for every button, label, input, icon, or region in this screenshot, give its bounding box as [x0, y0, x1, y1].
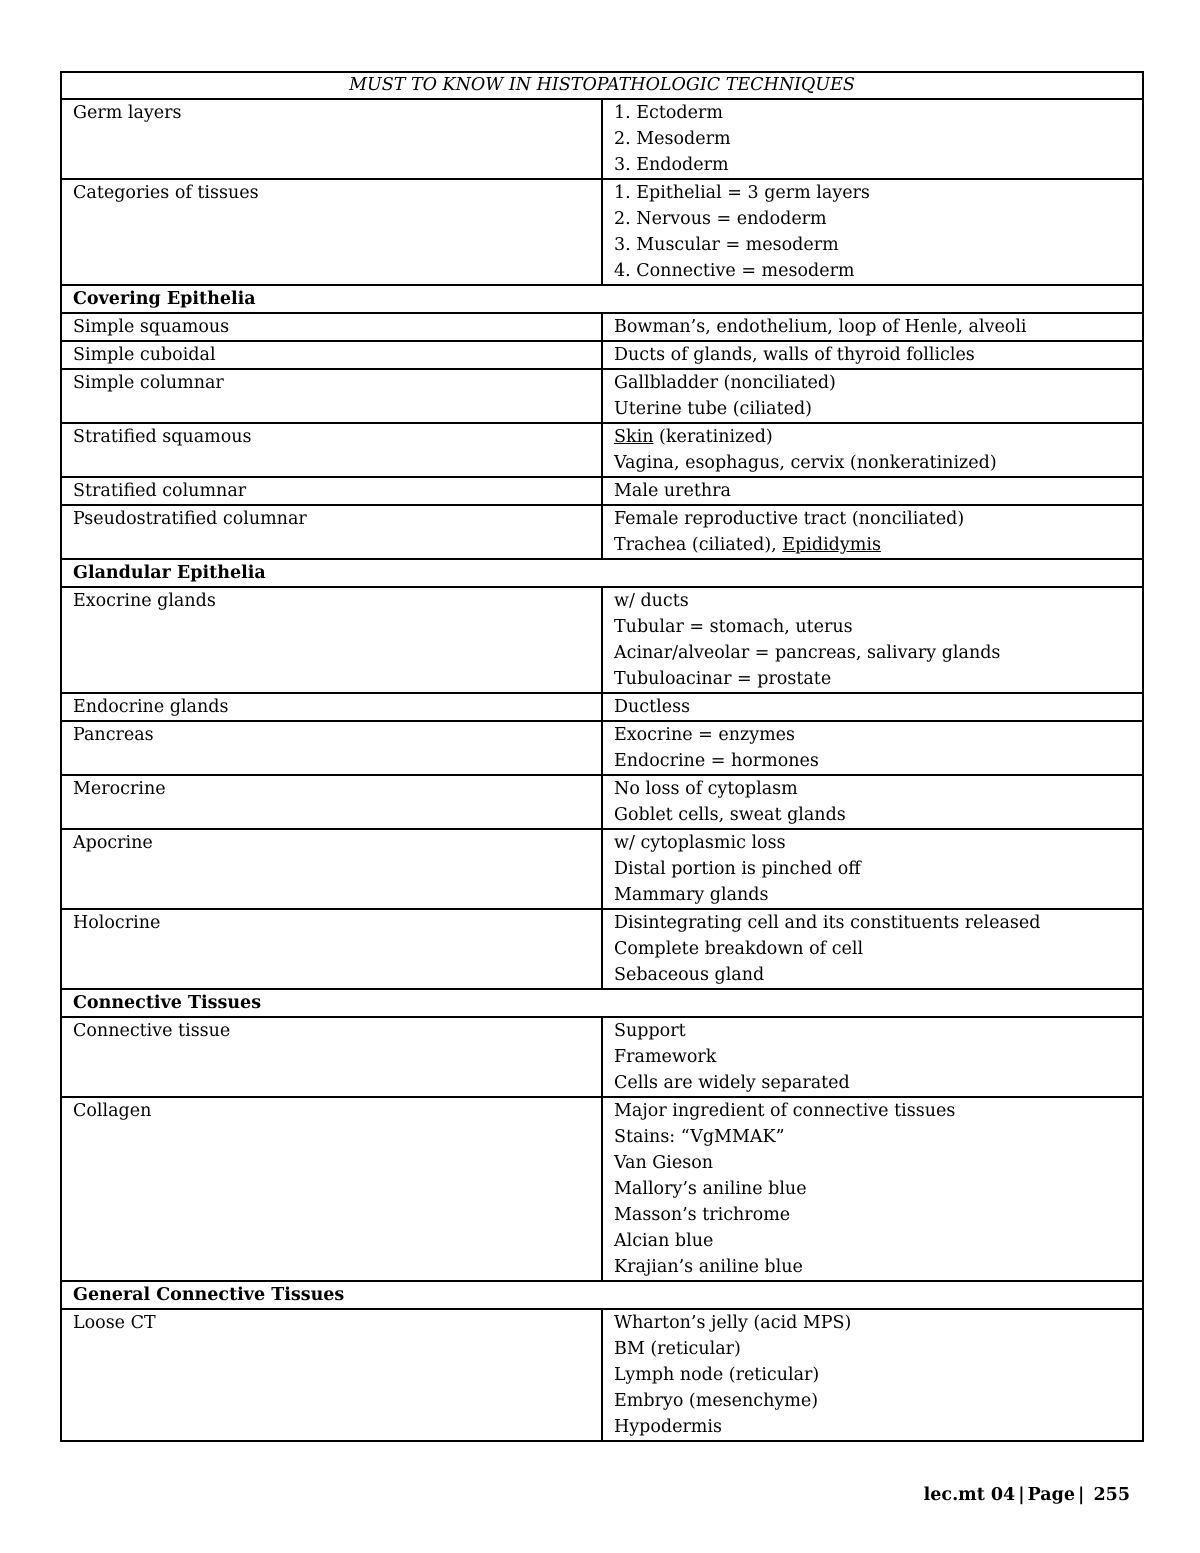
- value-line: Vagina, esophagus, cervix (nonkeratinized): [614, 453, 997, 473]
- value-line: 3. Muscular = mesoderm: [614, 235, 839, 255]
- row-label: Apocrine: [61, 829, 602, 909]
- row-values: [602, 775, 1143, 829]
- value-line: 2. Mesoderm: [614, 129, 731, 149]
- table-row: [61, 505, 1143, 559]
- value-line: Krajian’s aniline blue: [614, 1257, 803, 1277]
- table-row: [61, 423, 1143, 477]
- value-line: Mallory’s aniline blue: [614, 1179, 807, 1199]
- row-values: [602, 1097, 1143, 1281]
- table-title: MUST TO KNOW IN HISTOPATHOLOGIC TECHNIQUES: [61, 72, 1143, 99]
- footer-separator: |: [1018, 1485, 1025, 1505]
- value-line: Bowman’s, endothelium, loop of Henle, alveoli: [614, 317, 1027, 337]
- value-line: Support: [614, 1021, 686, 1041]
- value-line: Exocrine = enzymes: [614, 725, 796, 745]
- value-line: 1. Ectoderm: [614, 103, 723, 123]
- section-heading: Covering Epithelia: [61, 285, 1143, 313]
- value-line: Cells are widely separated: [614, 1073, 850, 1093]
- value-line: Disintegrating cell and its constituents released: [614, 913, 1041, 933]
- value-line: Ducts of glands, walls of thyroid follicles: [614, 345, 975, 365]
- row-values: [602, 477, 1143, 505]
- value-line: Embryo (mesenchyme): [614, 1391, 819, 1411]
- value-line: Lymph node (reticular): [614, 1365, 820, 1385]
- table-row: [61, 369, 1143, 423]
- value-line: Goblet cells, sweat glands: [614, 805, 846, 825]
- row-label: Simple cuboidal: [61, 341, 602, 369]
- table-row: [61, 1017, 1143, 1097]
- row-values: [602, 505, 1143, 559]
- value-line: Acinar/alveolar = pancreas, salivary glands: [614, 643, 1001, 663]
- row-values: [602, 369, 1143, 423]
- footer-separator: |: [1078, 1485, 1085, 1505]
- row-label: Stratified columnar: [61, 477, 602, 505]
- table-row: [61, 829, 1143, 909]
- row-label: Germ layers: [61, 99, 602, 179]
- row-label: Pancreas: [61, 721, 602, 775]
- row-label: Holocrine: [61, 909, 602, 989]
- row-label: Connective tissue: [61, 1017, 602, 1097]
- table-row: [61, 909, 1143, 989]
- row-values: [602, 829, 1143, 909]
- value-line: Hypodermis: [614, 1417, 722, 1437]
- value-line: Van Gieson: [614, 1153, 714, 1173]
- table-row: [61, 587, 1143, 693]
- row-label: Merocrine: [61, 775, 602, 829]
- value-text: (keratinized): [653, 427, 773, 447]
- value-line: Endocrine = hormones: [614, 751, 819, 771]
- value-line: Female reproductive tract (nonciliated): [614, 509, 965, 529]
- value-line: Alcian blue: [614, 1231, 714, 1251]
- value-line: Uterine tube (ciliated): [614, 399, 812, 419]
- table-row: [61, 341, 1143, 369]
- row-values: [602, 423, 1143, 477]
- course-code: lec.mt 04: [923, 1485, 1016, 1505]
- value-line: Masson’s trichrome: [614, 1205, 791, 1225]
- table-row: [61, 313, 1143, 341]
- page-footer: [924, 1485, 1130, 1505]
- row-values: [602, 179, 1143, 285]
- title-row: [61, 72, 1143, 99]
- row-values: [602, 1309, 1143, 1441]
- value-line: Framework: [614, 1047, 717, 1067]
- value-line: Tubular = stomach, uterus: [614, 617, 853, 637]
- section-row: [61, 559, 1143, 587]
- value-line: Tubuloacinar = prostate: [614, 669, 832, 689]
- value-line: Ductless: [614, 697, 691, 717]
- value-line: Male urethra: [614, 481, 731, 501]
- row-label: Exocrine glands: [61, 587, 602, 693]
- row-values: [602, 313, 1143, 341]
- table-row: [61, 693, 1143, 721]
- table-row: [61, 721, 1143, 775]
- value-line: Gallbladder (nonciliated): [614, 373, 836, 393]
- row-values: [602, 587, 1143, 693]
- value-line: Mammary glands: [614, 885, 769, 905]
- value-line: Major ingredient of connective tissues: [614, 1101, 956, 1121]
- row-label: Categories of tissues: [61, 179, 602, 285]
- histopathology-table: [60, 71, 1144, 1442]
- row-label: Pseudostratified columnar: [61, 505, 602, 559]
- section-heading: Connective Tissues: [61, 989, 1143, 1017]
- value-line: w/ ducts: [614, 591, 689, 611]
- value-line: Stains: “VgMMAK”: [614, 1127, 785, 1147]
- value-line: [614, 532, 1132, 558]
- row-values: [602, 99, 1143, 179]
- table-row: [61, 179, 1143, 285]
- section-heading: General Connective Tissues: [61, 1281, 1143, 1309]
- row-values: [602, 693, 1143, 721]
- row-label: Simple squamous: [61, 313, 602, 341]
- value-line: Wharton’s jelly (acid MPS): [614, 1313, 852, 1333]
- section-heading: Glandular Epithelia: [61, 559, 1143, 587]
- value-line: w/ cytoplasmic loss: [614, 833, 786, 853]
- page-label: Page: [1027, 1485, 1075, 1505]
- value-line: 3. Endoderm: [614, 155, 729, 175]
- section-row: [61, 1281, 1143, 1309]
- row-label: Collagen: [61, 1097, 602, 1281]
- row-label: Endocrine glands: [61, 693, 602, 721]
- value-line: Complete breakdown of cell: [614, 939, 864, 959]
- value-line: 4. Connective = mesoderm: [614, 261, 855, 281]
- value-line: BM (reticular): [614, 1339, 741, 1359]
- row-label: Stratified squamous: [61, 423, 602, 477]
- table-row: [61, 1097, 1143, 1281]
- table-row: [61, 99, 1143, 179]
- table-row: [61, 775, 1143, 829]
- table-row: [61, 1309, 1143, 1441]
- row-values: [602, 1017, 1143, 1097]
- row-label: Simple columnar: [61, 369, 602, 423]
- value-text: Trachea (ciliated),: [614, 535, 783, 555]
- table-body: [61, 99, 1143, 1441]
- value-line: No loss of cytoplasm: [614, 779, 798, 799]
- underlined-term: Skin: [614, 427, 654, 447]
- value-line: [614, 424, 1132, 450]
- row-values: [602, 341, 1143, 369]
- value-line: Distal portion is pinched off: [614, 859, 861, 879]
- page-number: 255: [1093, 1485, 1130, 1505]
- value-line: 2. Nervous = endoderm: [614, 209, 827, 229]
- underlined-term: Epididymis: [782, 535, 881, 555]
- table-row: [61, 477, 1143, 505]
- row-label: Loose CT: [61, 1309, 602, 1441]
- row-values: [602, 721, 1143, 775]
- row-values: [602, 909, 1143, 989]
- value-line: Sebaceous gland: [614, 965, 765, 985]
- value-line: 1. Epithelial = 3 germ layers: [614, 183, 870, 203]
- section-row: [61, 989, 1143, 1017]
- section-row: [61, 285, 1143, 313]
